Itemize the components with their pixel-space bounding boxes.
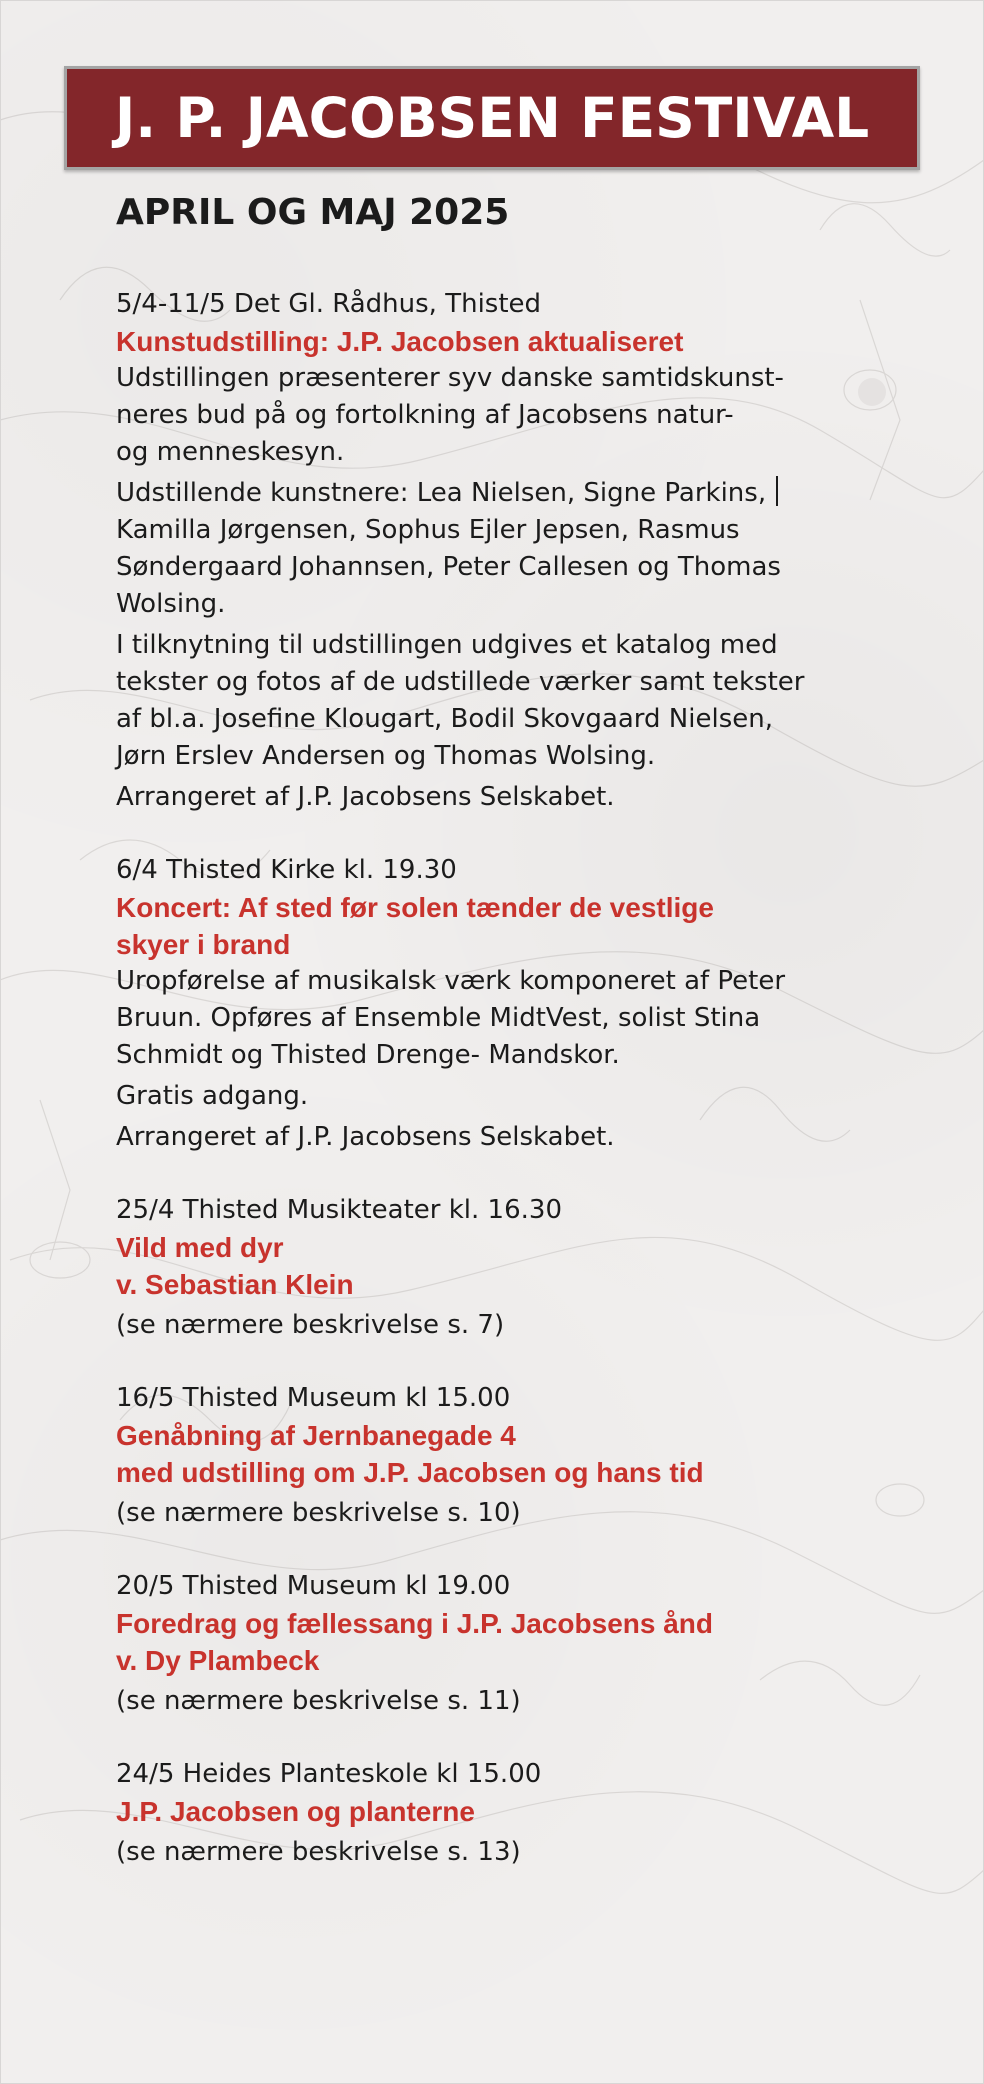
- text-line: Udstillingen præsenterer syv danske samtidskunst-: [116, 363, 784, 393]
- event-description: [116, 963, 876, 1156]
- event-paragraph: [116, 779, 876, 816]
- text-cursor-marker: [776, 476, 778, 506]
- event-title-line: Vild med dyr: [116, 1232, 284, 1263]
- festival-dates-heading: APRIL OG MAJ 2025: [116, 192, 510, 233]
- text-line: Søndergaard Johannsen, Peter Callesen og Thomas: [116, 552, 781, 582]
- event-paragraph: [116, 963, 876, 1074]
- text-line: af bl.a. Josefine Klougart, Bodil Skovgaard Nielsen,: [116, 704, 773, 734]
- text-line-content: Udstillende kunstnere: Lea Nielsen, Signe Parkins,: [116, 478, 767, 508]
- event-reopening: [116, 1380, 876, 1532]
- event-paragraph: [116, 627, 876, 775]
- event-description: [116, 360, 876, 816]
- event-paragraph: [116, 475, 876, 623]
- event-date-location: 6/4 Thisted Kirke kl. 19.30: [116, 855, 457, 885]
- text-line: [116, 475, 876, 512]
- event-title-line: med udstilling om J.P. Jacobsen og hans tid: [116, 1457, 704, 1488]
- event-title-line: J.P. Jacobsen og planterne: [116, 1796, 475, 1827]
- event-title: [116, 1793, 876, 1830]
- event-concert: [116, 852, 876, 1156]
- event-plants: [116, 1756, 876, 1871]
- event-date-location: 16/5 Thisted Museum kl 15.00: [116, 1383, 511, 1413]
- text-line: Schmidt og Thisted Drenge- Mandskor.: [116, 1040, 620, 1070]
- event-title: [116, 323, 876, 360]
- festival-title: J. P. JACOBSEN FESTIVAL: [114, 86, 870, 150]
- event-title-line: v. Sebastian Klein: [116, 1269, 354, 1300]
- event-page-reference: (se nærmere beskrivelse s. 11): [116, 1686, 521, 1716]
- text-line: I tilknytning til udstillingen udgives et katalog med: [116, 630, 778, 660]
- event-title: [116, 889, 876, 963]
- event-title-line: Foredrag og fællessang i J.P. Jacobsens ånd: [116, 1608, 714, 1639]
- event-title: [116, 1605, 876, 1679]
- event-title: [116, 1417, 876, 1491]
- event-date-location: 25/4 Thisted Musikteater kl. 16.30: [116, 1195, 562, 1225]
- event-paragraph: [116, 1078, 876, 1115]
- event-title-line: Koncert: Af sted før solen tænder de vestlige: [116, 892, 714, 923]
- text-line: Bruun. Opføres af Ensemble MidtVest, solist Stina: [116, 1003, 761, 1033]
- text-line: og menneskesyn.: [116, 437, 345, 467]
- event-list: [116, 286, 876, 1907]
- event-wild-animals: [116, 1192, 876, 1344]
- event-lecture-singing: [116, 1568, 876, 1720]
- festival-title-banner: [64, 66, 920, 170]
- event-title-line: Genåbning af Jernbanegade 4: [116, 1420, 516, 1451]
- text-line: Wolsing.: [116, 589, 226, 619]
- text-line: Kamilla Jørgensen, Sophus Ejler Jepsen, Rasmus: [116, 515, 740, 545]
- event-title-line: skyer i brand: [116, 929, 291, 960]
- event-title-line: v. Dy Plambeck: [116, 1645, 320, 1676]
- event-paragraph: [116, 1119, 876, 1156]
- text-line: Uropførelse af musikalsk værk komponeret af Peter: [116, 966, 786, 996]
- text-line: Arrangeret af J.P. Jacobsens Selskabet.: [116, 782, 615, 812]
- event-page-reference: (se nærmere beskrivelse s. 10): [116, 1498, 521, 1528]
- event-title: [116, 1229, 876, 1303]
- event-page-reference: (se nærmere beskrivelse s. 7): [116, 1310, 505, 1340]
- event-art-exhibition: [116, 286, 876, 816]
- text-line: Jørn Erslev Andersen og Thomas Wolsing.: [116, 741, 656, 771]
- text-line: Arrangeret af J.P. Jacobsens Selskabet.: [116, 1122, 615, 1152]
- event-paragraph: [116, 360, 876, 471]
- event-page-reference: (se nærmere beskrivelse s. 13): [116, 1837, 521, 1867]
- event-title-line: Kunstudstilling: J.P. Jacobsen aktualiseret: [116, 326, 684, 357]
- event-date-location: 5/4-11/5 Det Gl. Rådhus, Thisted: [116, 289, 542, 319]
- text-line: neres bud på og fortolkning af Jacobsens natur-: [116, 400, 734, 430]
- text-line: Gratis adgang.: [116, 1081, 309, 1111]
- event-date-location: 20/5 Thisted Museum kl 19.00: [116, 1571, 511, 1601]
- event-date-location: 24/5 Heides Planteskole kl 15.00: [116, 1759, 542, 1789]
- text-line: tekster og fotos af de udstillede værker samt tekster: [116, 667, 805, 697]
